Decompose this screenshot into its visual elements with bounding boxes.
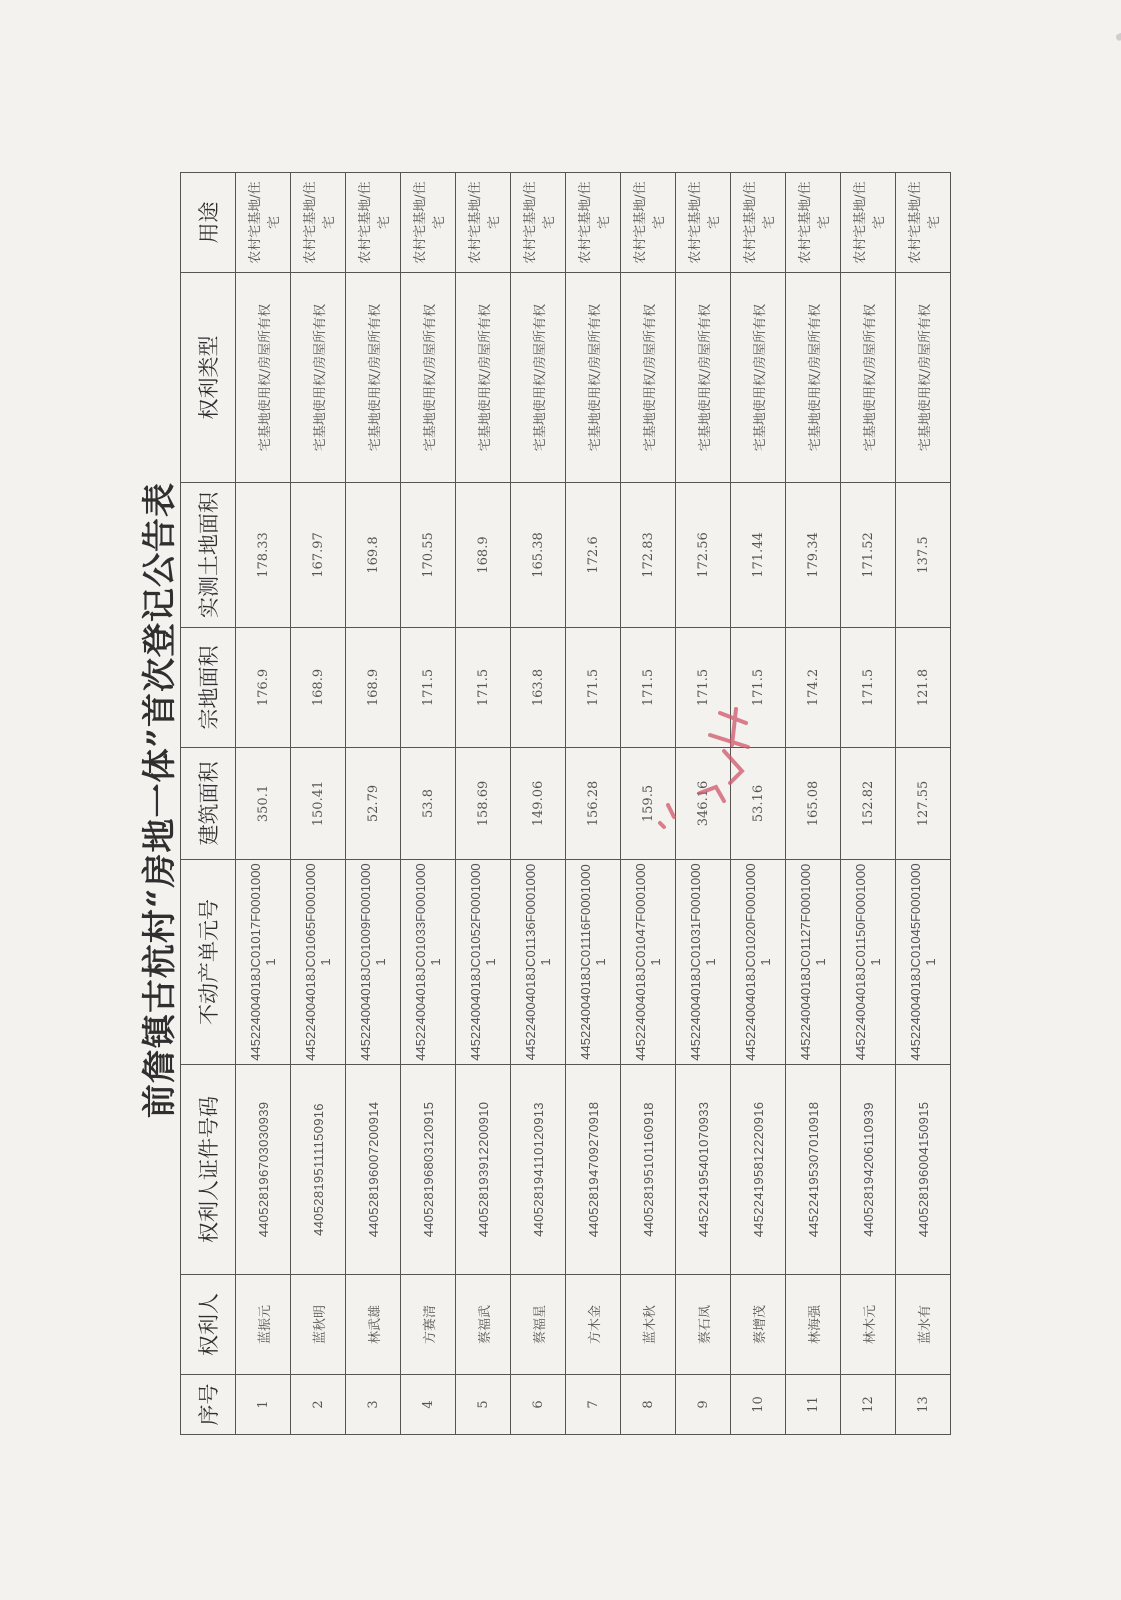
cell-owner: 蓝振元 (236, 1275, 291, 1375)
cell-measured-area: 171.52 (841, 483, 896, 628)
table-row (401, 173, 456, 1435)
cell-parcel-area: 121.8 (896, 628, 951, 748)
cell-measured-area: 178.33 (236, 483, 291, 628)
cell-no: 12 (841, 1375, 896, 1435)
header-row (181, 173, 236, 1435)
cell-measured-area: 168.9 (456, 483, 511, 628)
cell-cert: 440528194709270918 (566, 1065, 621, 1275)
cell-unit: 445224004018JC01045F00010001 (896, 860, 951, 1065)
cell-use: 农村宅基地/住宅 (236, 173, 291, 273)
cell-parcel-area: 163.8 (511, 628, 566, 748)
cell-cert: 440528195111150916 (291, 1065, 346, 1275)
cell-owner: 方赛清 (401, 1275, 456, 1375)
cell-unit: 445224004018JC01052F00010001 (456, 860, 511, 1065)
cell-right-type: 宅基地使用权/房屋所有权 (566, 273, 621, 483)
cell-use: 农村宅基地/住宅 (896, 173, 951, 273)
cell-right-type: 宅基地使用权/房屋所有权 (786, 273, 841, 483)
cell-parcel-area: 168.9 (346, 628, 401, 748)
cell-use: 农村宅基地/住宅 (401, 173, 456, 273)
cell-measured-area: 171.44 (731, 483, 786, 628)
cell-measured-area: 172.56 (676, 483, 731, 628)
cell-owner: 蓝木秋 (621, 1275, 676, 1375)
cell-cert: 445224195812220916 (731, 1065, 786, 1275)
cell-unit: 445224004018JC01020F00010001 (731, 860, 786, 1065)
cell-cert: 445224195401070933 (676, 1065, 731, 1275)
cell-right-type: 宅基地使用权/房屋所有权 (401, 273, 456, 483)
cell-use: 农村宅基地/住宅 (346, 173, 401, 273)
cell-owner: 林武雄 (346, 1275, 401, 1375)
cell-cert: 445224195307010918 (786, 1065, 841, 1275)
cell-measured-area: 179.34 (786, 483, 841, 628)
cell-no: 11 (786, 1375, 841, 1435)
cell-parcel-area: 171.5 (731, 628, 786, 748)
header-building-area: 建筑面积 (181, 748, 236, 860)
cell-use: 农村宅基地/住宅 (511, 173, 566, 273)
cell-use: 农村宅基地/住宅 (731, 173, 786, 273)
cell-parcel-area: 171.5 (841, 628, 896, 748)
header-measured-area: 实测土地面积 (181, 483, 236, 628)
cell-cert: 440528196703030939 (236, 1065, 291, 1275)
cell-unit: 445224004018JC01150F00010001 (841, 860, 896, 1065)
cell-measured-area: 172.6 (566, 483, 621, 628)
cell-unit: 445224004018JC01031F00010001 (676, 860, 731, 1065)
cell-cert: 440528196004150915 (896, 1065, 951, 1275)
cell-parcel-area: 171.5 (621, 628, 676, 748)
cell-measured-area: 165.38 (511, 483, 566, 628)
header-use: 用途 (181, 173, 236, 273)
cell-building-area: 159.5 (621, 748, 676, 860)
cell-building-area: 152.82 (841, 748, 896, 860)
cell-right-type: 宅基地使用权/房屋所有权 (841, 273, 896, 483)
cell-parcel-area: 171.5 (401, 628, 456, 748)
cell-parcel-area: 171.5 (456, 628, 511, 748)
cell-owner: 蓝秋明 (291, 1275, 346, 1375)
cell-unit: 445224004018JC01047F00010001 (621, 860, 676, 1065)
cell-measured-area: 170.55 (401, 483, 456, 628)
cell-right-type: 宅基地使用权/房屋所有权 (731, 273, 786, 483)
cell-use: 农村宅基地/住宅 (621, 173, 676, 273)
cell-parcel-area: 171.5 (676, 628, 731, 748)
table-row (236, 173, 291, 1435)
cell-measured-area: 169.8 (346, 483, 401, 628)
cell-cert: 440528193912200910 (456, 1065, 511, 1275)
cell-use: 农村宅基地/住宅 (291, 173, 346, 273)
cell-cert: 440528194206110939 (841, 1065, 896, 1275)
cell-owner: 蔡福星 (511, 1275, 566, 1375)
header-right-type: 权利类型 (181, 273, 236, 483)
cell-no: 8 (621, 1375, 676, 1435)
cell-no: 13 (896, 1375, 951, 1435)
cell-no: 7 (566, 1375, 621, 1435)
header-owner: 权利人 (181, 1275, 236, 1375)
cell-measured-area: 137.5 (896, 483, 951, 628)
official-seal-fragment (650, 705, 760, 830)
cell-cert: 440528196803120915 (401, 1065, 456, 1275)
cell-building-area: 127.55 (896, 748, 951, 860)
cell-building-area: 53.16 (731, 748, 786, 860)
cell-cert: 440528194110120913 (511, 1065, 566, 1275)
table-row (291, 173, 346, 1435)
cell-unit: 445224004018JC01116F00010001 (566, 860, 621, 1065)
cell-owner: 蔡增茂 (731, 1275, 786, 1375)
cell-building-area: 165.08 (786, 748, 841, 860)
cell-no: 10 (731, 1375, 786, 1435)
cell-right-type: 宅基地使用权/房屋所有权 (236, 273, 291, 483)
cell-building-area: 350.1 (236, 748, 291, 860)
cell-right-type: 宅基地使用权/房屋所有权 (676, 273, 731, 483)
cell-right-type: 宅基地使用权/房屋所有权 (896, 273, 951, 483)
cell-no: 2 (291, 1375, 346, 1435)
cell-building-area: 150.41 (291, 748, 346, 860)
cell-building-area: 52.79 (346, 748, 401, 860)
cell-measured-area: 167.97 (291, 483, 346, 628)
cell-building-area: 149.06 (511, 748, 566, 860)
cell-parcel-area: 174.2 (786, 628, 841, 748)
notice-table (180, 172, 951, 1435)
cell-cert: 440528195101160918 (621, 1065, 676, 1275)
cell-parcel-area: 168.9 (291, 628, 346, 748)
table-row (511, 173, 566, 1435)
cell-measured-area: 172.83 (621, 483, 676, 628)
cell-no: 4 (401, 1375, 456, 1435)
cell-no: 5 (456, 1375, 511, 1435)
header-unit: 不动产单元号 (181, 860, 236, 1065)
cell-owner: 方木金 (566, 1275, 621, 1375)
table-row (896, 173, 951, 1435)
header-parcel-area: 宗地面积 (181, 628, 236, 748)
cell-owner: 蓝水有 (896, 1275, 951, 1375)
cell-owner: 林木元 (841, 1275, 896, 1375)
header-cert: 权利人证件号码 (181, 1065, 236, 1275)
cell-use: 农村宅基地/住宅 (566, 173, 621, 273)
cell-unit: 445224004018JC01065F00010001 (291, 860, 346, 1065)
cell-use: 农村宅基地/住宅 (676, 173, 731, 273)
cell-no: 3 (346, 1375, 401, 1435)
cell-right-type: 宅基地使用权/房屋所有权 (511, 273, 566, 483)
cell-building-area: 158.69 (456, 748, 511, 860)
cell-use: 农村宅基地/住宅 (456, 173, 511, 273)
cell-no: 6 (511, 1375, 566, 1435)
table-row (841, 173, 896, 1435)
header-no: 序号 (181, 1375, 236, 1435)
cell-right-type: 宅基地使用权/房屋所有权 (291, 273, 346, 483)
cell-unit: 445224004018JC01127F00010001 (786, 860, 841, 1065)
cell-unit: 445224004018JC01033F00010001 (401, 860, 456, 1065)
cell-unit: 445224004018JC01136F00010001 (511, 860, 566, 1065)
cell-building-area: 346.16 (676, 748, 731, 860)
cell-use: 农村宅基地/住宅 (841, 173, 896, 273)
table-row (786, 173, 841, 1435)
cell-no: 9 (676, 1375, 731, 1435)
cell-owner: 蔡福武 (456, 1275, 511, 1375)
table-row (566, 173, 621, 1435)
cell-right-type: 宅基地使用权/房屋所有权 (346, 273, 401, 483)
cell-right-type: 宅基地使用权/房屋所有权 (456, 273, 511, 483)
cell-parcel-area: 176.9 (236, 628, 291, 748)
table-row (456, 173, 511, 1435)
cell-owner: 蔡石凤 (676, 1275, 731, 1375)
cell-right-type: 宅基地使用权/房屋所有权 (621, 273, 676, 483)
cell-building-area: 53.8 (401, 748, 456, 860)
cell-unit: 445224004018JC01009F00010001 (346, 860, 401, 1065)
cell-unit: 445224004018JC01017F00010001 (236, 860, 291, 1065)
page-title: 前詹镇古杭村“房地一体”首次登记公告表 (140, 481, 180, 1119)
cell-cert: 440528196007200914 (346, 1065, 401, 1275)
cell-parcel-area: 171.5 (566, 628, 621, 748)
cell-no: 1 (236, 1375, 291, 1435)
table-row (346, 173, 401, 1435)
cell-use: 农村宅基地/住宅 (786, 173, 841, 273)
cell-owner: 林海强 (786, 1275, 841, 1375)
cell-building-area: 156.28 (566, 748, 621, 860)
